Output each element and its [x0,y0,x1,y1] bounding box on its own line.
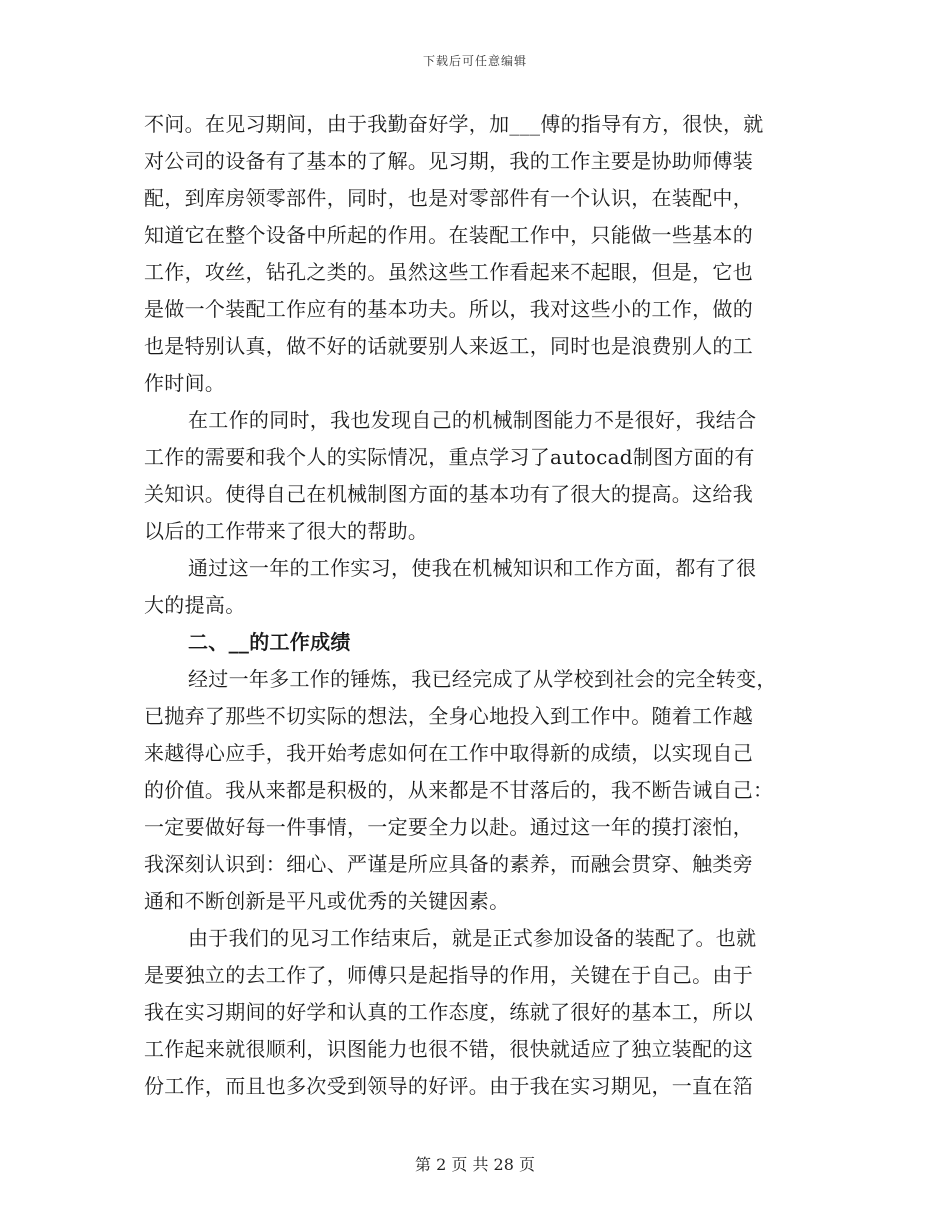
text-line: 是做一个装配工作应有的基本功夫。所以，我对这些小的工作，做的 [144,297,753,321]
text-line: 关知识。使得自己在机械制图方面的基本功有了很大的提高。这给我 [144,482,753,506]
text-line: 作时间。 [144,371,226,395]
text-line: 以后的工作带来了很大的帮助。 [144,519,429,543]
text-line: 份工作，而且也多次受到领导的好评。由于我在实习期见，一直在箔 [144,1074,753,1098]
text-line: 知道它在整个设备中所起的作用。在装配工作中，只能做一些基本的 [144,223,753,247]
text-line: 不问。在见习期间，由于我勤奋好学，加___傅的指导有方，很快，就 [144,112,764,136]
text-line: 对公司的设备有了基本的了解。见习期，我的工作主要是协助师傅装 [144,149,753,173]
text-line: 也是特别认真，做不好的话就要别人来返工，同时也是浪费别人的工 [144,334,753,358]
text-line: 通和不断创新是平凡或优秀的关键因素。 [144,889,510,913]
paragraph-start-line: 经过一年多工作的锤炼，我已经完成了从学校到社会的完全转变， [188,667,777,691]
page-footer: 第 2 页 共 28 页 [415,1155,535,1174]
paragraph-start-line: 通过这一年的工作实习，使我在机械知识和工作方面，都有了很 [188,556,757,580]
text-line: 配，到库房领零部件，同时，也是对零部件有一个认识，在装配中， [144,186,753,210]
text-line: 一定要做好每一件事情，一定要全力以赴。通过这一年的摸打滚怕， [144,815,753,839]
text-line: 大的提高。 [144,593,246,617]
text-line: 工作的需要和我个人的实际情况，重点学习了autocad制图方面的有 [144,445,755,469]
text-line: 是要独立的去工作了，师傅只是起指导的作用，关键在于自己。由于 [144,963,753,987]
text-line: 已抛弃了那些不切实际的想法，全身心地投入到工作中。随着工作越 [144,704,753,728]
text-line: 的价值。我从来都是积极的，从来都是不甘落后的，我不断告诫自己： [144,778,774,802]
text-line: 来越得心应手，我开始考虑如何在工作中取得新的成绩，以实现自己 [144,741,753,765]
paragraph-start-line: 在工作的同时，我也发现自己的机械制图能力不是很好，我结合 [188,408,757,432]
paragraph-start-line: 由于我们的见习工作结束后，就是正式参加设备的装配了。也就 [188,926,757,950]
document-body [144,106,804,1105]
text-line: 我深刻认识到：细心、严谨是所应具备的素养，而融会贯穿、触类旁 [144,852,753,876]
text-line: 工作，攻丝，钻孔之类的。虽然这些工作看起来不起眼，但是，它也 [144,260,753,284]
section-heading: 二、__的工作成绩 [188,630,351,654]
text-line: 我在实习期间的好学和认真的工作态度，练就了很好的基本工，所以 [144,1000,753,1024]
page-header: 下载后可任意编辑 [422,54,527,68]
text-line: 工作起来就很顺利，识图能力也很不错，很快就适应了独立装配的这 [144,1037,753,1061]
